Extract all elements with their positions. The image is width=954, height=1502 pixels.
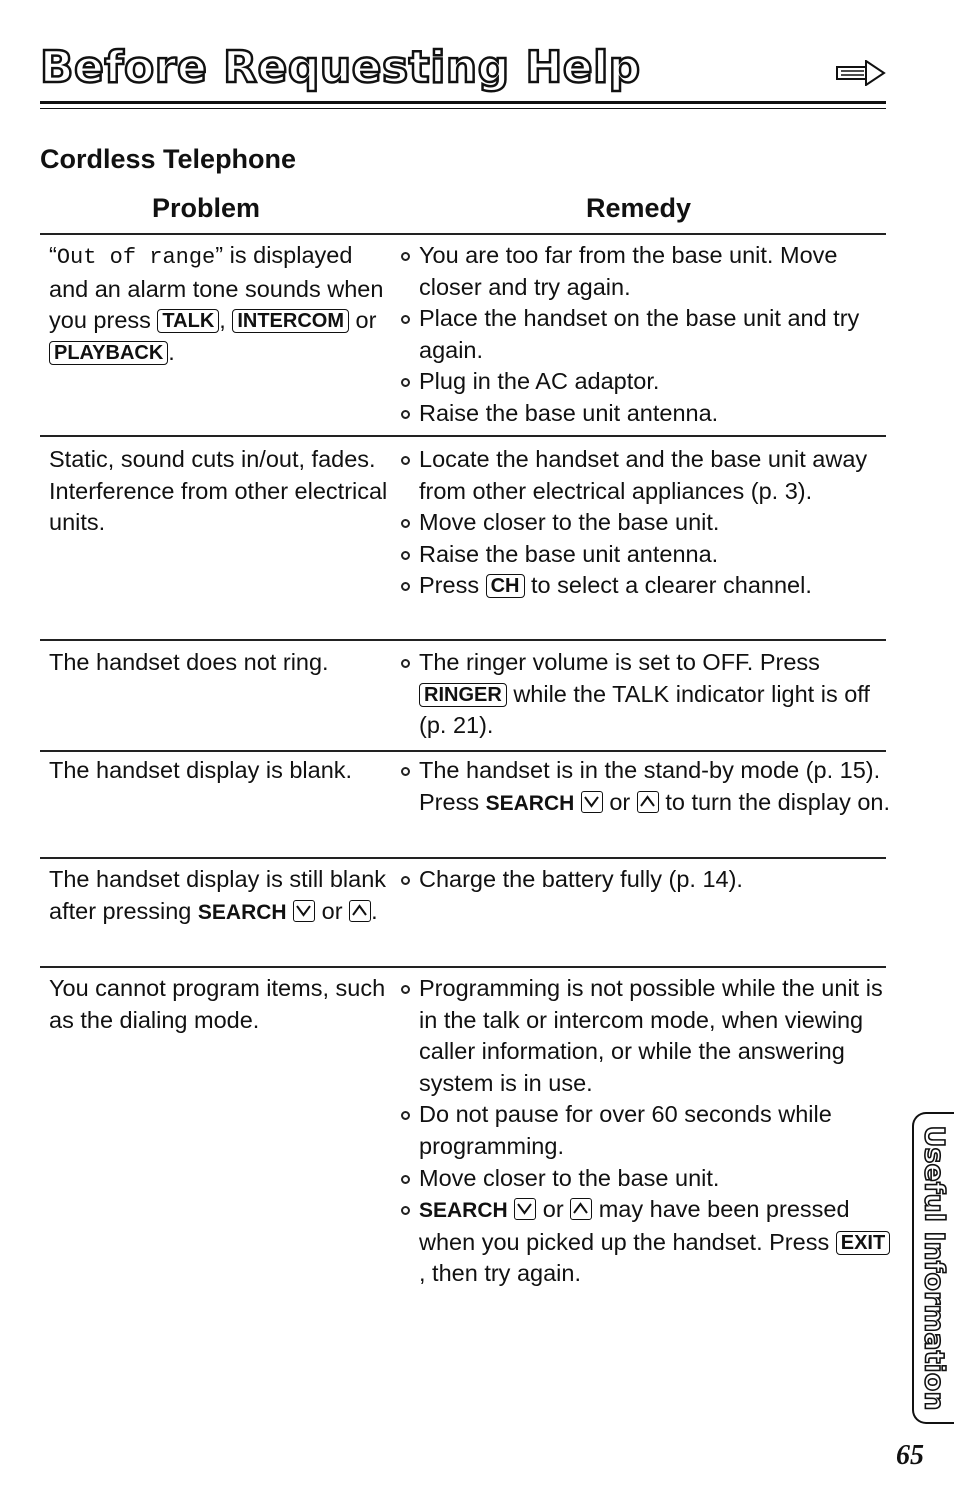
bullet-icon — [401, 659, 410, 668]
search-label: SEARCH — [485, 791, 575, 815]
page-title: Before Requesting Help — [40, 42, 641, 93]
down-arrow-button-icon — [293, 900, 315, 922]
bullet-icon — [401, 767, 410, 776]
remedy-column-header: Remedy — [586, 193, 692, 223]
remedy-item: Charge the battery fully (p. 14). — [400, 864, 895, 896]
exit-key: EXIT — [836, 1231, 890, 1255]
title-rule — [40, 101, 886, 104]
bullet-icon — [401, 985, 410, 994]
down-arrow-button-icon — [581, 791, 603, 813]
bullet-icon — [401, 582, 410, 591]
playback-key: PLAYBACK — [49, 341, 168, 365]
up-arrow-button-icon — [570, 1198, 592, 1220]
ch-key: CH — [486, 574, 525, 598]
remedy-item: Raise the base unit antenna. — [400, 398, 895, 430]
remedy-item: Place the handset on the base unit and try again. — [400, 303, 895, 366]
remedy-item: Raise the base unit antenna. — [400, 539, 895, 571]
bullet-icon — [401, 378, 410, 387]
search-label: SEARCH — [419, 1199, 508, 1223]
side-tab-label: Useful Information — [918, 1125, 950, 1411]
remedy-cell — [400, 864, 895, 896]
row-divider — [40, 750, 886, 752]
row-divider — [40, 966, 886, 968]
ringer-key: RINGER — [419, 683, 507, 707]
page-number: 65 — [896, 1440, 924, 1471]
remedy-item: SEARCH or may have been pressed when you picked up the handset. Press EXIT, then try again. — [400, 1194, 895, 1290]
bullet-icon — [401, 1111, 410, 1120]
remedy-item: Programming is not possible while the unit is in the talk or intercom mode, when viewing caller information, or while the answering system is in use. — [400, 973, 895, 1099]
problem-cell: Static, sound cuts in/out, fades. Interference from other electrical units. — [49, 446, 388, 536]
talk-key: TALK — [157, 309, 219, 333]
row-divider — [40, 857, 886, 859]
bullet-icon — [401, 519, 410, 528]
problem-column-header: Problem — [152, 193, 261, 223]
up-arrow-button-icon — [637, 791, 659, 813]
remedy-cell — [400, 973, 895, 1290]
down-arrow-button-icon — [514, 1198, 536, 1220]
row-divider — [40, 435, 886, 437]
problem-cell: You cannot program items, such as the dialing mode. — [49, 975, 386, 1033]
side-section-tab — [912, 1112, 954, 1424]
remedy-item: Move closer to the base unit. — [400, 507, 895, 539]
remedy-item: Press CH to select a clearer channel. — [400, 570, 895, 602]
remedy-item: Move closer to the base unit. — [400, 1163, 895, 1195]
remedy-item: The ringer volume is set to OFF. Press RINGER while the TALK indicator light is off (p. 21). — [400, 647, 895, 742]
problem-cell: “Out of range” is displayed and an alarm tone sounds when you press TALK , INTERCOM or PLAYBACK . — [49, 242, 384, 365]
up-arrow-button-icon — [349, 900, 371, 922]
remedy-item: You are too far from the base unit. Move closer and try again. — [400, 240, 895, 303]
right-arrow-icon — [836, 60, 886, 86]
problem-cell: The handset does not ring. — [49, 649, 329, 675]
bullet-icon — [401, 315, 410, 324]
remedy-item: The handset is in the stand-by mode (p. 15). Press SEARCH or to turn the display on. — [400, 755, 895, 819]
remedy-cell — [400, 647, 895, 742]
bullet-icon — [401, 1175, 410, 1184]
problem-cell: The handset display is still blank after pressing SEARCH or . — [49, 866, 387, 924]
remedy-item: Locate the handset and the base unit away from other electrical appliances (p. 3). — [400, 444, 895, 507]
bullet-icon — [401, 252, 410, 261]
remedy-cell — [400, 755, 895, 819]
remedy-item: Plug in the AC adaptor. — [400, 366, 895, 398]
remedy-item: Do not pause for over 60 seconds while programming. — [400, 1099, 895, 1162]
bullet-icon — [401, 456, 410, 465]
section-title: Cordless Telephone — [40, 144, 297, 174]
bullet-icon — [401, 410, 410, 419]
search-label: SEARCH — [197, 900, 287, 924]
remedy-cell — [400, 240, 895, 430]
bullet-icon — [401, 551, 410, 560]
bullet-icon — [401, 876, 410, 885]
problem-cell: The handset display is blank. — [49, 757, 353, 783]
bullet-icon — [401, 1206, 410, 1215]
intercom-key: INTERCOM — [232, 309, 349, 333]
title-rule-thin — [40, 108, 886, 109]
row-divider — [40, 639, 886, 641]
remedy-cell — [400, 444, 895, 602]
table-header-rule — [40, 233, 886, 235]
display-message: Out of range — [56, 245, 216, 270]
